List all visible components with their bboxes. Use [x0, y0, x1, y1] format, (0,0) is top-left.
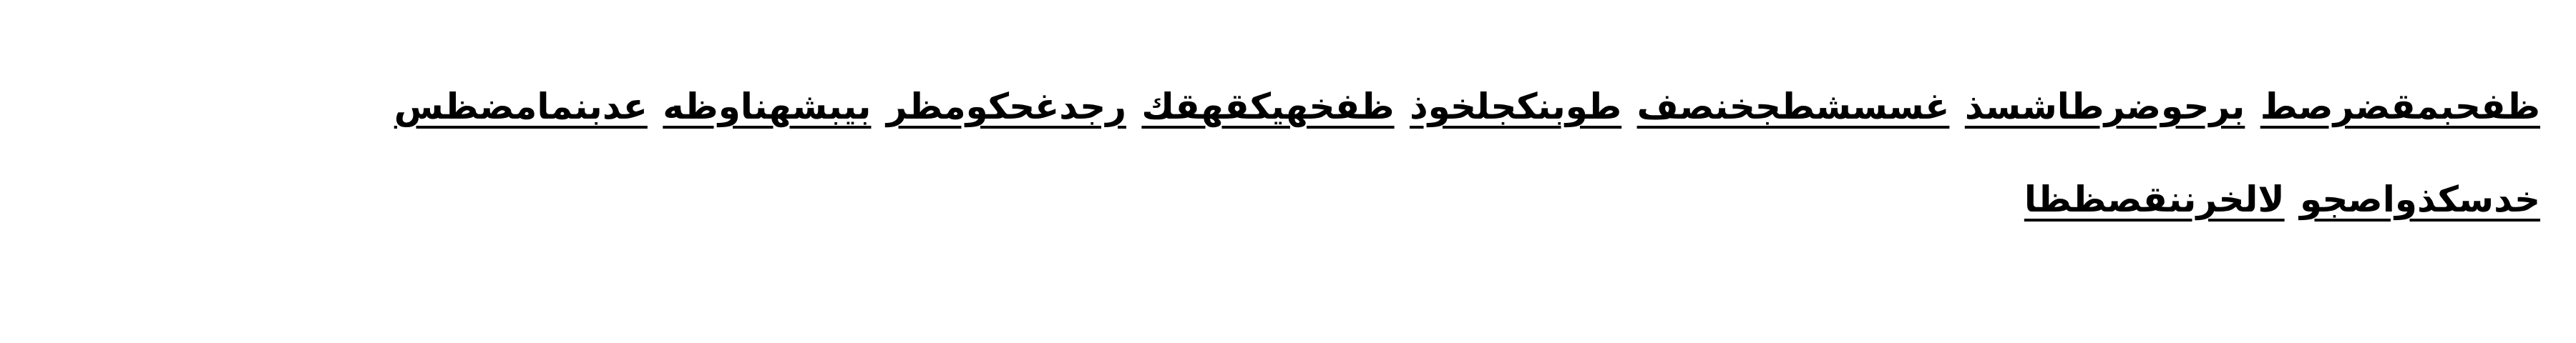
- word: عدبنمامضظس: [394, 86, 648, 127]
- word: خدسكذواصجو: [2300, 179, 2540, 220]
- word: برحوضرطاشسذ: [1964, 86, 2245, 127]
- word: ظفحبمقضرصط: [2260, 86, 2540, 127]
- word: ظفخهيكقهقك: [1141, 86, 1395, 127]
- word: طوبنكجلخوذ: [1409, 86, 1622, 127]
- word: لالخرننقصظظا: [2024, 179, 2285, 220]
- word: غسسشطجخنصف: [1636, 86, 1950, 127]
- word: رجدغحكومظر: [886, 86, 1126, 127]
- word: بيبشهناوظه: [663, 86, 872, 127]
- arabic-text-paragraph: [208, 60, 2540, 246]
